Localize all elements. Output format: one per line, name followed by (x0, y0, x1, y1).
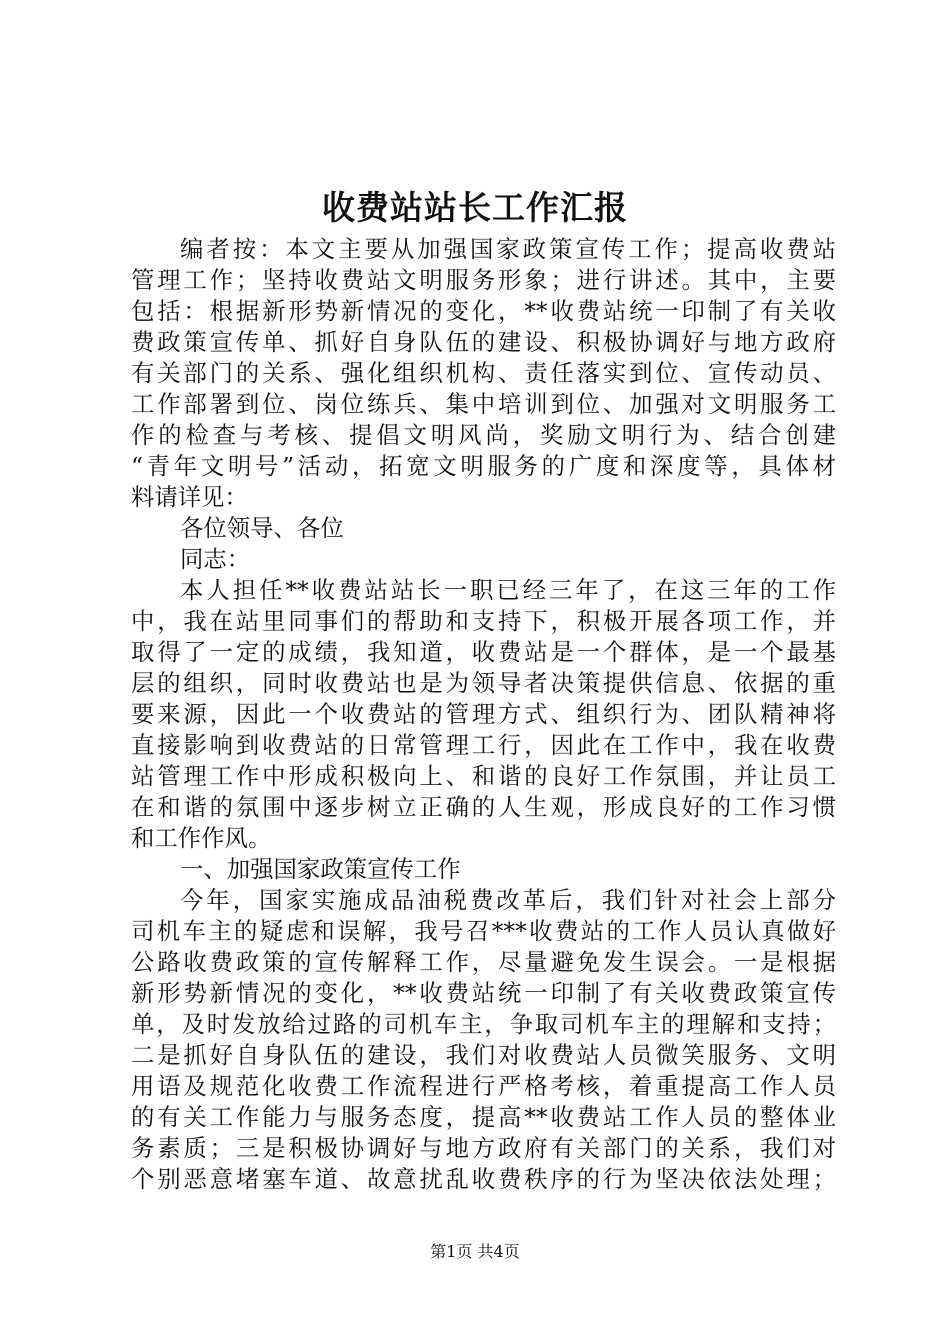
body-line: 司机车主的疑虑和误解，我号召***收费站的工作人员认真做好 (131, 917, 836, 945)
body-line: “青年文明号”活动，拓宽文明服务的广度和深度等，具体材 (131, 452, 836, 480)
body-line: 直接影响到收费站的日常管理工行，因此在工作中，我在收费 (131, 731, 836, 759)
body-line: 二是抓好自身队伍的建设，我们对收费站人员微笑服务、文明 (131, 1041, 836, 1069)
body-line: 取得了一定的成绩，我知道，收费站是一个群体，是一个最基 (131, 638, 836, 666)
body-line: 在和谐的氛围中逐步树立正确的人生观，形成良好的工作习惯 (131, 793, 836, 821)
body-line: 各位领导、各位 (180, 514, 344, 542)
body-line: 有关部门的关系、强化组织机构、责任落实到位、宣传动员、 (131, 359, 836, 387)
body-line: 费政策宣传单、抓好自身队伍的建设、积极协调好与地方政府 (131, 328, 836, 356)
body-line: 要来源，因此一个收费站的管理方式、组织行为、团队精神将 (131, 700, 836, 728)
document-body (131, 234, 836, 1195)
body-line: 管理工作；坚持收费站文明服务形象；进行讲述。其中，主要 (131, 266, 836, 294)
body-line: 的有关工作能力与服务态度，提高**收费站工作人员的整体业 (131, 1103, 836, 1131)
body-line: 单，及时发放给过路的司机车主，争取司机车主的理解和支持； (131, 1010, 836, 1038)
body-line: 中，我在站里同事们的帮助和支持下，积极开展各项工作，并 (131, 607, 836, 635)
page-footer: 第1页 共4页 (430, 1242, 520, 1261)
body-line: 同志： (180, 545, 251, 573)
body-line: 包括：根据新形势新情况的变化，**收费站统一印制了有关收 (131, 297, 836, 325)
body-line: 一、加强国家政策宣传工作 (180, 855, 461, 883)
body-line: 和工作作风。 (131, 824, 272, 852)
body-line: 本人担任**收费站站长一职已经三年了，在这三年的工作 (180, 576, 836, 604)
body-line: 站管理工作中形成积极向上、和谐的良好工作氛围，并让员工 (131, 762, 836, 790)
body-line: 个别恶意堵塞车道、故意扰乱收费秩序的行为坚决依法处理； (131, 1165, 836, 1193)
body-line: 公路收费政策的宣传解释工作，尽量避免发生误会。一是根据 (131, 948, 836, 976)
body-line: 今年，国家实施成品油税费改革后，我们针对社会上部分 (180, 886, 836, 914)
document-title: 收费站站长工作汇报 (322, 188, 628, 227)
body-line: 作的检查与考核、提倡文明风尚，奖励文明行为、结合创建 (131, 421, 836, 449)
body-line: 编者按：本文主要从加强国家政策宣传工作；提高收费站 (180, 235, 836, 263)
body-line: 新形势新情况的变化，**收费站统一印制了有关收费政策宣传 (131, 979, 836, 1007)
body-line: 工作部署到位、岗位练兵、集中培训到位、加强对文明服务工 (131, 390, 836, 418)
body-line: 务素质；三是积极协调好与地方政府有关部门的关系，我们对 (131, 1134, 836, 1162)
body-line: 层的组织，同时收费站也是为领导者决策提供信息、依据的重 (131, 669, 836, 697)
body-line: 用语及规范化收费工作流程进行严格考核，着重提高工作人员 (131, 1072, 836, 1100)
body-line: 料请详见： (131, 483, 248, 511)
